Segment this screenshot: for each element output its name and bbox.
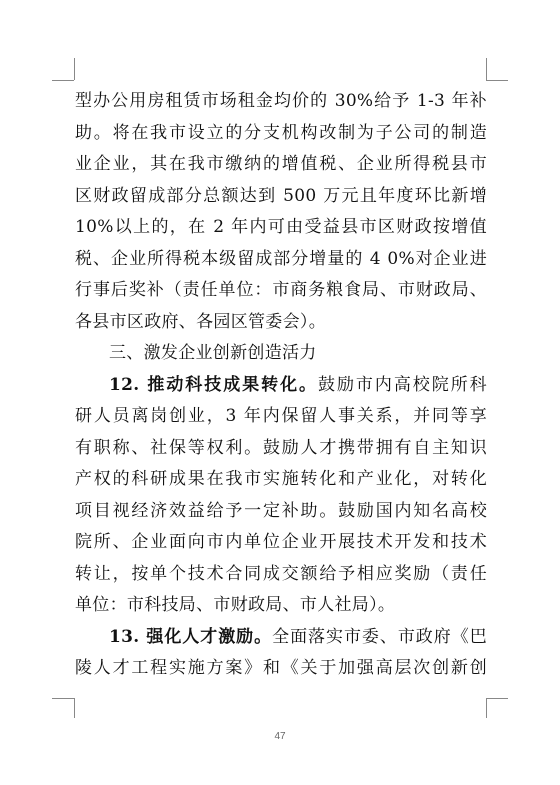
section-heading: 三、激发企业创新创造活力 <box>109 343 317 363</box>
paragraph-talent-incentives <box>75 622 487 685</box>
paragraph-first-line-text: 鼓励市内高校院所科 <box>318 374 487 395</box>
paragraph-tech-transfer <box>75 370 487 622</box>
text-line: 型办公用房租赁市场租金均价的 30%给予 1-3 年补 <box>75 91 487 111</box>
text-line: 业企业，其在我市缴纳的增值税、企业所得税县市 <box>75 154 487 174</box>
text-line: 产权的科研成果在我市实施转化和产业化，对转化 <box>75 469 487 489</box>
paragraph-first-line <box>75 622 487 654</box>
text-line: 转让，按单个技术合同成交额给予相应奖励（责任 <box>75 563 487 584</box>
paragraph-first-line-text: 全面落实市委、市政府《巴 <box>272 626 487 647</box>
paragraph-title: 13. 强化人才激励。 <box>109 626 273 647</box>
text-line: 10%以上的，在 2 年内可由受益县市区财政按增值 <box>75 217 487 237</box>
text-line: 陵人才工程实施方案》和《关于加强高层次创新创 <box>75 658 487 678</box>
text-line: 研人员离岗创业，3 年内保留人事关系，并同等享 <box>75 406 487 426</box>
text-line: 行事后奖补（责任单位：市商务粮食局、市财政局、 <box>75 280 487 300</box>
paragraph-office-rent-subsidy <box>75 86 487 338</box>
body-text <box>75 86 487 685</box>
text-line: 税、企业所得税本级留成部分增量的 4 0%对企业进 <box>75 248 487 269</box>
page-number: 47 <box>274 731 286 742</box>
text-line: 区财政留成部分总额达到 500 万元且年度环比新增 <box>75 185 487 206</box>
text-line: 助。将在我市设立的分支机构改制为子公司的制造 <box>75 122 487 143</box>
text-line: 院所、企业面向市内单位企业开展技术开发和技术 <box>75 532 487 552</box>
paragraph-first-line <box>75 370 487 402</box>
text-line: 各县市区政府、各园区管委会）。 <box>75 311 326 332</box>
text-line: 有职称、社保等权利。鼓励人才携带拥有自主知识 <box>75 437 487 458</box>
text-line: 单位：市科技局、市财政局、市人社局）。 <box>75 595 396 615</box>
paragraph-title: 12. 推动科技成果转化。 <box>109 374 318 395</box>
text-line: 项目视经济效益给予一定补助。鼓励国内知名高校 <box>75 500 487 521</box>
